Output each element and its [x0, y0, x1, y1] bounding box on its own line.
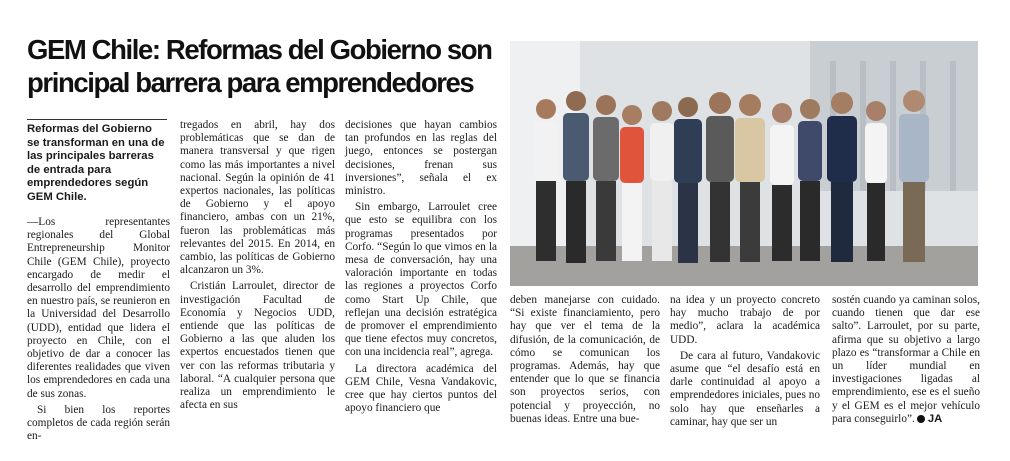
article-column-5 [670, 294, 820, 432]
article-column-4 [510, 294, 660, 429]
paragraph: De cara al futuro, Vandakovic asume que “el desafío está en darle continuidad al apoyo a emprendedores iniciales, pues no solo hay que enseñarles a caminar, hay que ser un [670, 349, 820, 428]
article-column-6 [832, 294, 980, 429]
headline: GEM Chile: Reformas del Gobierno son principal barrera para emprendedores [27, 34, 492, 98]
paragraph: Sin embargo, Larroulet cree que esto se equilibra con los programas presentados por Corfo. “Según lo que vimos en la mesa de conversación, hay una valoración importante en todas las regiones a proyectos Corfo como Start Up Chile, que reflejan una decisión estratégica de promover el emprendimiento que tiene efectos muy concretos, con una incidencia real”, agrega. [345, 201, 497, 359]
paragraph: decisiones que hayan cambios tan profundos en las reglas del juego, entonces se postergan decisiones, frenan sus inversiones”, señala el ex ministro. [345, 119, 497, 198]
article-column-1 [27, 216, 170, 446]
paragraph: La directora académica del GEM Chile, Vesna Vandakovic, cree que hay ciertos puntos del apoyo financiero que [345, 362, 497, 415]
paragraph: tregados en abril, hay dos problemáticas que se dan de manera transversal y que rigen como las más importantes a nivel nacional. Según la opinión de 41 expertos nacionales, las políticas de Gobierno y el apoyo financiero, ambas con un 21%, fueron las problemáticas más relevantes del 2015. En 2014, en cambio, las políticas de Gobierno alcanzaron un 3%. [180, 119, 335, 277]
paragraph: deben manejarse con cuidado. “Si existe financiamiento, pero hay que ver el tema de la difusión, de la comunicación, de cómo se comunican los programas. Además, hay que entender que lo que se financia son proyectos serios, con potencial y proyección, no buenas ideas. Entre una bue- [510, 294, 660, 425]
paragraph [832, 294, 980, 426]
paragraph: na idea y un proyecto concreto hay mucho trabajo de por medio”, aclara la académica UDD. [670, 294, 820, 346]
paragraph: Si bien los reportes completos de cada región serán en- [27, 403, 170, 443]
article-column-3 [345, 119, 497, 418]
author-signature: JA [927, 412, 943, 425]
article-column-2 [180, 119, 335, 415]
paragraph: Cristián Larroulet, director de investigación Facultad de Economía y Negocios UDD, entiende que las políticas de Gobierno a las que aluden los expertos encuestados tienen que ver con las reformas tributaria y laboral. “A cualquier persona que realiza un emprendimiento le afecta en sus [180, 280, 335, 412]
group-photo [510, 41, 978, 286]
group-photo-illustration [510, 41, 978, 286]
lead-paragraph: Reformas del Gobierno se transforman en una de las principales barreras de entrada para emprendedores según GEM Chile. [27, 119, 167, 205]
paragraph-text: sostén cuando ya caminan solos, cuando tienen que dar ese salto”. Larroulet, por su parte, afirma que su objetivo a largo plazo es “transformar a Chile en un líder mundial en investigaciones ligadas al emprendimiento, ese es el sueño y el GEM es el mejor vehículo para conseguirlo”. [832, 294, 980, 425]
end-mark-icon [917, 415, 925, 423]
paragraph: —Los representantes regionales del Global Entrepreneurship Monitor Chile (GEM Chile), proyecto encargado de medir el desarrollo del emprendimiento en nuestro país, se reunieron en la Universidad del Desarrollo (UDD), entidad que lidera el proyecto en Chile, con el objetivo de dar a conocer las diferentes realidades que viven los emprendedores en cada una de sus zonas. [27, 216, 170, 400]
